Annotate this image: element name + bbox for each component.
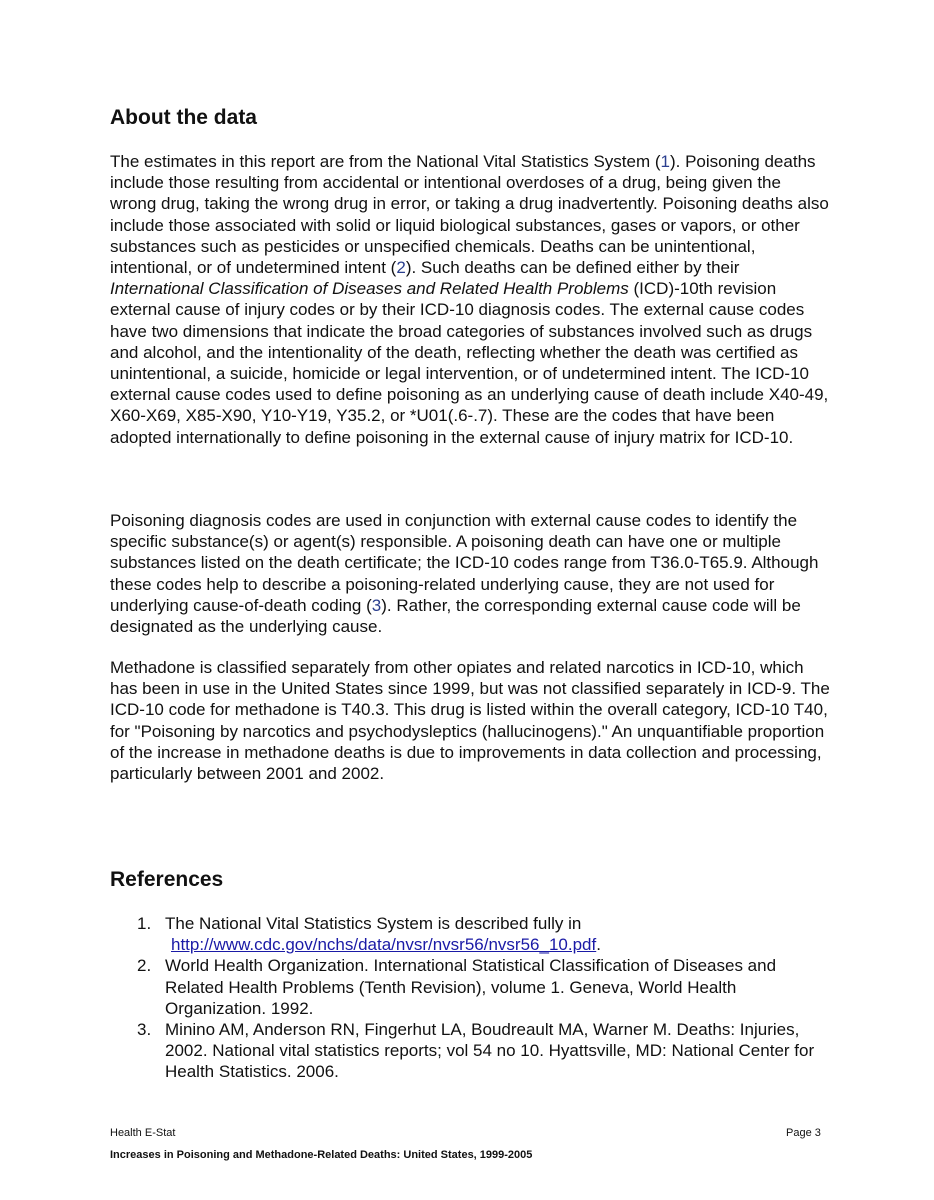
p1-text-4: (ICD)-10th revision external cause of injury codes or by their ICD-10 diagnosis codes. The external cause codes have two dimensions that indicate the broad categories of substances involved such as drugs and alcohol, and the intentionality of the death, reflecting whether the death was certified as unintentional, a suicide, homicide or legal intervention, or of undetermined intent. The ICD-10 external cause codes used to define poisoning as an underlying cause of death include X40-49, X60-X69, X85-X90, Y10-Y19, Y35.2, or *U01(.6-.7). These are the codes that have been adopted internationally to define poisoning in the external cause of injury matrix for ICD-10.: [110, 279, 829, 447]
reference-text: Minino AM, Anderson RN, Fingerhut LA, Boudreault MA, Warner M. Deaths: Injuries, 2002. National vital statistics reports; vol 54 no 10. Hyattsville, MD: National Center for Health Statistics. 2006.: [165, 1020, 815, 1082]
about-paragraph-3: Methadone is classified separately from other opiates and related narcotics in ICD-10, which has been in use in the United States since 1999, but was not classified separately in ICD-9. The ICD-10 code for methadone is T40.3. This drug is listed within the overall category, ICD-10 T40, for "Poisoning by narcotics and psychodysleptics (hallucinogens)." An unquantifiable proportion of the increase in methadone deaths is due to improvements in data collection and processing, particularly between 2001 and 2002.: [110, 658, 830, 784]
reference-link-3[interactable]: 3: [371, 595, 382, 615]
reference-link-1[interactable]: 1: [660, 152, 670, 171]
reference-number: 1.: [137, 914, 152, 933]
reference-item-2: [110, 955, 830, 1019]
p1-text-3: ). Such deaths can be defined either by their: [405, 258, 740, 278]
p2-text-1: Poisoning diagnosis codes are used in conjunction with external cause codes to identify the specific substance(s) or agent(s) responsible. A poisoning death can have one or multiple substances listed on the death certificate; the ICD-10 codes range from T36.0-T65.9. Although these codes help to describe a poisoning-related underlying cause, they are not used for underlying cause-of-death coding (: [110, 511, 819, 615]
reference-text: The National Vital Statistics System is described fully in: [165, 914, 582, 933]
reference-number: 3.: [137, 1020, 152, 1040]
p2-text-2: ). Rather, the corresponding external cause code will be designated as the underlying cause.: [110, 595, 801, 637]
icd-title-italic: International Classification of Diseases and Related Health Problems: [110, 279, 629, 299]
reference-link-2[interactable]: 2: [396, 258, 406, 278]
p1-text-2: ). Poisoning deaths include those resulting from accidental or intentional overdoses of a drug, being given the wrong drug, taking the wrong drug in error, or taking a drug inadvertently. Poisoning deaths also include those associated with solid or liquid biological substances, gases or vapors, or other substances such as pesticides or unspecified chemicals. Deaths can be unintentional, intentional, or of undetermined intent (: [110, 152, 829, 278]
reference-text: World Health Organization. International Statistical Classification of Diseases and Related Health Problems (Tenth Revision), volume 1. Geneva, World Health Organization. 1992.: [165, 956, 777, 1018]
reference-item-3: [110, 1019, 830, 1083]
p1-text-1: The estimates in this report are from the National Vital Statistics System (: [110, 152, 661, 171]
footer-report-title: Increases in Poisoning and Methadone-Related Deaths: United States, 1999-2005: [110, 1149, 533, 1161]
reference-number: 2.: [137, 956, 152, 976]
footer-page-number: Page 3: [786, 1127, 821, 1139]
references-heading: References: [110, 868, 224, 891]
footer-publication-name: Health E-Stat: [110, 1127, 176, 1139]
reference-url-line: [165, 934, 830, 955]
about-paragraph-2: [110, 510, 830, 637]
about-paragraph-1: [110, 151, 830, 448]
nvss-report-link[interactable]: http://www.cdc.gov/nchs/data/nvsr/nvsr56/nvsr56_10.pdf: [171, 935, 597, 955]
about-data-heading: About the data: [110, 106, 257, 129]
reference-url-period: .: [596, 935, 601, 955]
reference-item-1: [110, 913, 830, 955]
references-list: [110, 913, 830, 1083]
